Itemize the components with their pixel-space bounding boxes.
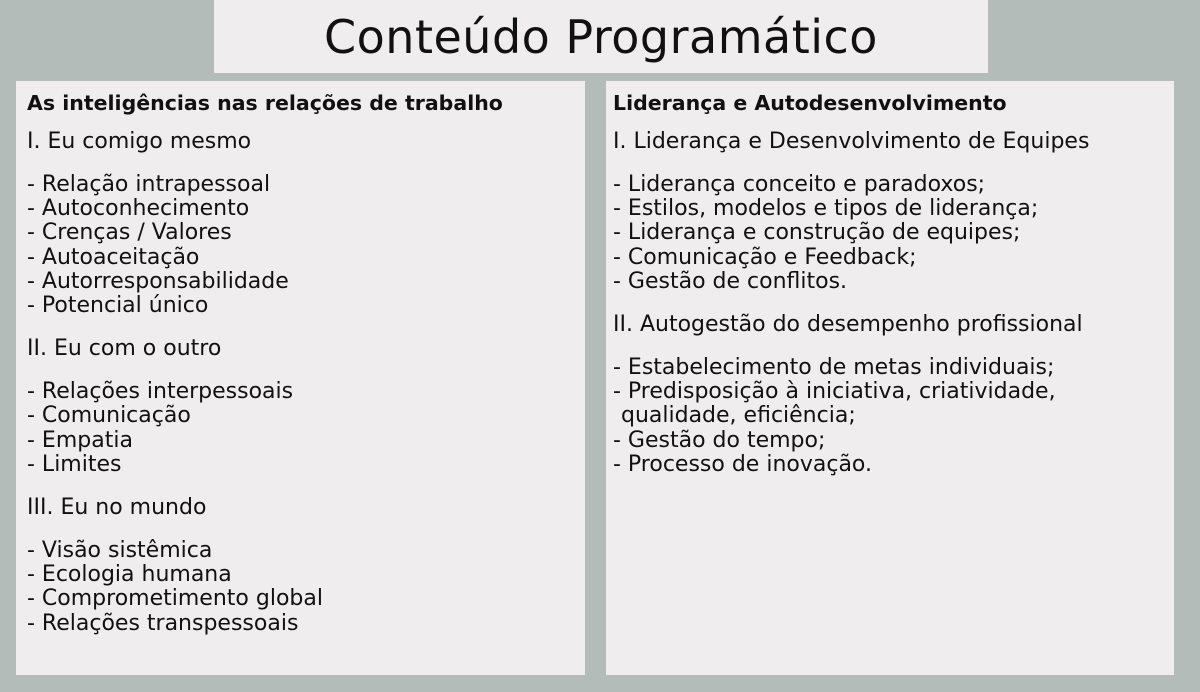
list-item: - Processo de inovação.	[613, 451, 872, 477]
item-list	[27, 173, 585, 318]
item-list	[613, 356, 1174, 477]
section-heading: III. Eu no mundo	[27, 495, 207, 521]
left-section-2	[27, 336, 585, 477]
list-item: - Autoconhecimento	[27, 196, 250, 222]
section-heading: II. Autogestão do desempenho profissional	[613, 312, 1083, 338]
list-item: - Liderança e construção de equipes;	[613, 220, 1021, 246]
list-item: - Predisposição à iniciativa, criatividade,	[613, 379, 1056, 405]
list-item: - Relações interpessoais	[27, 379, 294, 405]
list-item: - Visão sistêmica	[27, 538, 213, 564]
left-panel	[16, 81, 585, 675]
list-item: - Comprometimento global	[27, 586, 323, 612]
item-list	[613, 173, 1174, 294]
right-panel-heading: Liderança e Autodesenvolvimento	[613, 91, 1007, 115]
list-item: - Comunicação e Feedback;	[613, 244, 917, 270]
title-banner	[214, 0, 988, 73]
list-item: - Liderança conceito e paradoxos;	[613, 172, 986, 197]
list-item: - Autoaceitação	[27, 244, 200, 270]
list-item-continuation: qualidade, eficiência;	[621, 403, 856, 429]
left-section-3	[27, 495, 585, 636]
item-list	[27, 539, 585, 636]
section-heading: I. Eu comigo mesmo	[27, 129, 252, 154]
list-item: - Comunicação	[27, 403, 191, 429]
list-item: - Gestão de conflitos.	[613, 268, 848, 294]
list-item: - Limites	[27, 451, 122, 477]
left-panel-heading: As inteligências nas relações de trabalho	[27, 91, 503, 115]
list-item: - Crenças / Valores	[27, 220, 232, 246]
item-list	[27, 380, 585, 477]
list-item: - Gestão do tempo;	[613, 427, 826, 453]
list-item: - Empatia	[27, 427, 133, 453]
left-section-1	[27, 129, 585, 318]
section-heading: I. Liderança e Desenvolvimento de Equipes	[613, 129, 1090, 154]
right-section-1	[613, 129, 1174, 294]
right-panel	[606, 81, 1174, 675]
list-item: - Estilos, modelos e tipos de liderança;	[613, 196, 1039, 222]
list-item: - Ecologia humana	[27, 562, 232, 588]
list-item: - Relações transpessoais	[27, 610, 299, 636]
list-item: - Relação intrapessoal	[27, 172, 271, 197]
list-item: - Potencial único	[27, 293, 209, 319]
section-heading: II. Eu com o outro	[27, 336, 222, 362]
list-item: - Estabelecimento de metas individuais;	[613, 355, 1055, 381]
page-title: Conteúdo Programático	[324, 9, 878, 64]
right-section-2	[613, 312, 1174, 477]
list-item: - Autorresponsabilidade	[27, 268, 289, 294]
